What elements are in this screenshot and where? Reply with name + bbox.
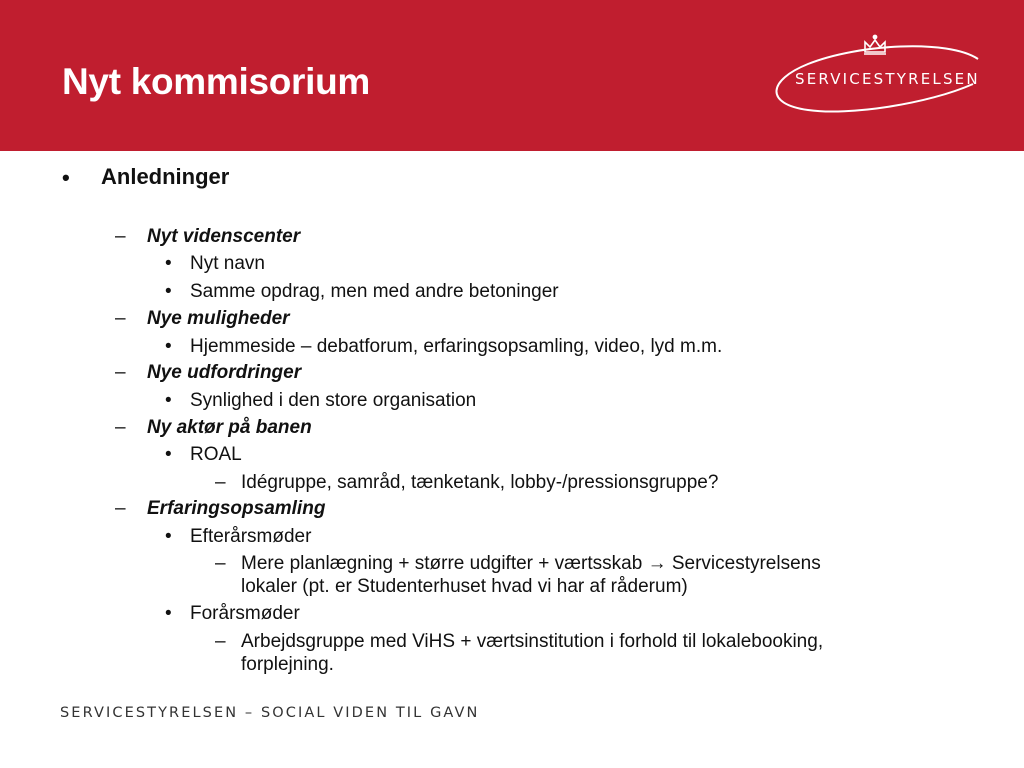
subheading: Ny aktør på banen <box>147 417 312 438</box>
dash-marker: – <box>115 498 126 519</box>
list-item: Mere planlægning + større udgifter + værtsskab → Servicestyrelsens <box>241 553 821 574</box>
heading-anledninger: Anledninger <box>101 164 230 189</box>
bullet-marker: • <box>62 165 70 190</box>
list-item: Hjemmeside – debatforum, erfaringsopsamling, video, lyd m.m. <box>190 336 723 357</box>
list-item: Forårsmøder <box>190 603 300 624</box>
dash-marker: – <box>115 417 126 438</box>
bullet-marker: • <box>165 281 172 302</box>
dash-marker: – <box>215 631 226 652</box>
dash-marker: – <box>215 553 226 574</box>
header-banner <box>0 0 1024 151</box>
list-item: Nyt navn <box>190 253 265 274</box>
bullet-marker: • <box>165 444 172 465</box>
subheading: Erfaringsopsamling <box>147 498 326 519</box>
bullet-marker: • <box>165 603 172 624</box>
list-item: Idégruppe, samråd, tænketank, lobby-/pressionsgruppe? <box>241 472 719 493</box>
dash-marker: – <box>215 472 226 493</box>
bullet-marker: • <box>165 526 172 547</box>
subheading: Nye udfordringer <box>147 362 302 383</box>
subheading: Nyt videnscenter <box>147 226 301 247</box>
subheading: Nye muligheder <box>147 308 290 329</box>
list-item: Efterårsmøder <box>190 526 312 547</box>
slide-title: Nyt kommisorium <box>62 61 371 102</box>
crown-icon <box>864 35 886 54</box>
list-item: Arbejdsgruppe med ViHS + værtsinstitution i forhold til lokalebooking, <box>241 631 824 652</box>
list-item: Synlighed i den store organisation <box>190 390 477 411</box>
list-item-continuation: lokaler (pt. er Studenterhuset hvad vi har af råderum) <box>241 576 688 597</box>
list-item-continuation: forplejning. <box>241 654 334 675</box>
footer-tagline: SERVICESTYRELSEN – SOCIAL VIDEN TIL GAVN <box>60 705 480 721</box>
dash-marker: – <box>115 362 126 383</box>
dash-marker: – <box>115 226 126 247</box>
bullet-marker: • <box>165 390 172 411</box>
bullet-marker: • <box>165 336 172 357</box>
bullet-marker: • <box>165 253 172 274</box>
list-item: ROAL <box>190 444 242 465</box>
list-item: Samme opdrag, men med andre betoninger <box>190 281 559 302</box>
dash-marker: – <box>115 308 126 329</box>
logo-text: SERVICESTYRELSEN <box>795 70 980 88</box>
